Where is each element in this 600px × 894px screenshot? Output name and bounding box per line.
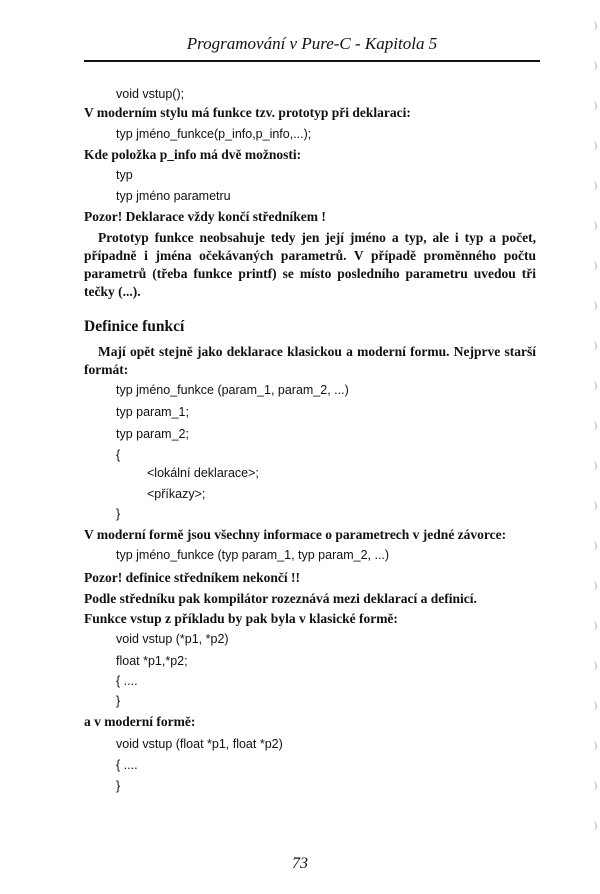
- edge-mark: ): [594, 180, 597, 190]
- code-line: typ jméno_funkce (param_1, param_2, ...): [116, 383, 349, 397]
- text-line: a v moderní formě:: [84, 714, 196, 729]
- text-line: V moderním stylu má funkce tzv. prototyp při deklaraci:: [84, 105, 411, 120]
- code-line: { ....: [116, 758, 138, 772]
- code-line: typ jméno_funkce(p_info,p_info,...);: [116, 127, 312, 141]
- code-line: typ jméno_funkce (typ param_1, typ param_2, ...): [116, 548, 390, 562]
- header-rule: [84, 60, 540, 62]
- edge-mark: ): [594, 100, 597, 110]
- text-line: V moderní formě jsou všechny informace o parametrech v jedné závorce:: [84, 527, 507, 542]
- edge-mark: ): [594, 460, 597, 470]
- text-line: Funkce vstup z příkladu by pak byla v klasické formě:: [84, 611, 398, 626]
- edge-mark: ): [594, 20, 597, 30]
- edge-mark: ): [594, 660, 597, 670]
- code-line: }: [116, 507, 121, 521]
- code-line: typ param_2;: [116, 427, 189, 441]
- code-line: float *p1,*p2;: [116, 654, 188, 668]
- code-line: }: [116, 779, 121, 793]
- edge-mark: ): [594, 540, 597, 550]
- code-line: }: [116, 694, 121, 708]
- edge-mark: ): [594, 380, 597, 390]
- code-line: { ....: [116, 674, 138, 688]
- code-line: {: [116, 448, 121, 462]
- running-header: Programování v Pure-C - Kapitola 5: [186, 34, 438, 53]
- edge-mark: ): [594, 420, 597, 430]
- code-line: void vstup (*p1, *p2): [116, 632, 229, 646]
- edge-mark: ): [594, 300, 597, 310]
- warning-line: Pozor! Deklarace vždy končí středníkem !: [84, 209, 326, 224]
- prototype-paragraph: Prototyp funkce neobsahuje tedy jen její jméno a typ, ale i typ a počet, případně i jména očekávaných parametrů. V případě proměnného počtu parametrů (třeba funkce printf) se místo posledního parametru uvedou tři tečky (...).: [84, 230, 536, 299]
- page-number: 73: [292, 855, 308, 872]
- edge-mark: ): [594, 140, 597, 150]
- code-line: typ jméno parametru: [116, 189, 231, 203]
- edge-mark: ): [594, 260, 597, 270]
- code-line: void vstup (float *p1, float *p2): [116, 737, 283, 751]
- code-line: <příkazy>;: [147, 487, 206, 501]
- edge-mark: ): [594, 700, 597, 710]
- edge-mark: ): [594, 620, 597, 630]
- text-line: Podle středníku pak kompilátor rozeznává mezi deklarací a definicí.: [84, 591, 477, 606]
- code-line: typ param_1;: [116, 405, 189, 419]
- edge-mark: ): [594, 220, 597, 230]
- edge-mark: ): [594, 820, 597, 830]
- edge-mark: ): [594, 60, 597, 70]
- edge-mark: ): [594, 740, 597, 750]
- text-line: Kde položka p_info má dvě možnosti:: [84, 147, 302, 162]
- definition-paragraph: Mají opět stejně jako deklarace klasickou a moderní formu. Nejprve starší formát:: [84, 344, 536, 377]
- edge-mark: ): [594, 780, 597, 790]
- edge-mark: ): [594, 340, 597, 350]
- warning-line: Pozor! definice středníkem nekončí !!: [84, 570, 300, 585]
- edge-mark: ): [594, 500, 597, 510]
- section-heading: Definice funkcí: [84, 318, 185, 335]
- edge-mark: ): [594, 580, 597, 590]
- code-line: <lokální deklarace>;: [147, 466, 259, 480]
- code-line: void vstup();: [116, 87, 185, 101]
- code-line: typ: [116, 168, 133, 182]
